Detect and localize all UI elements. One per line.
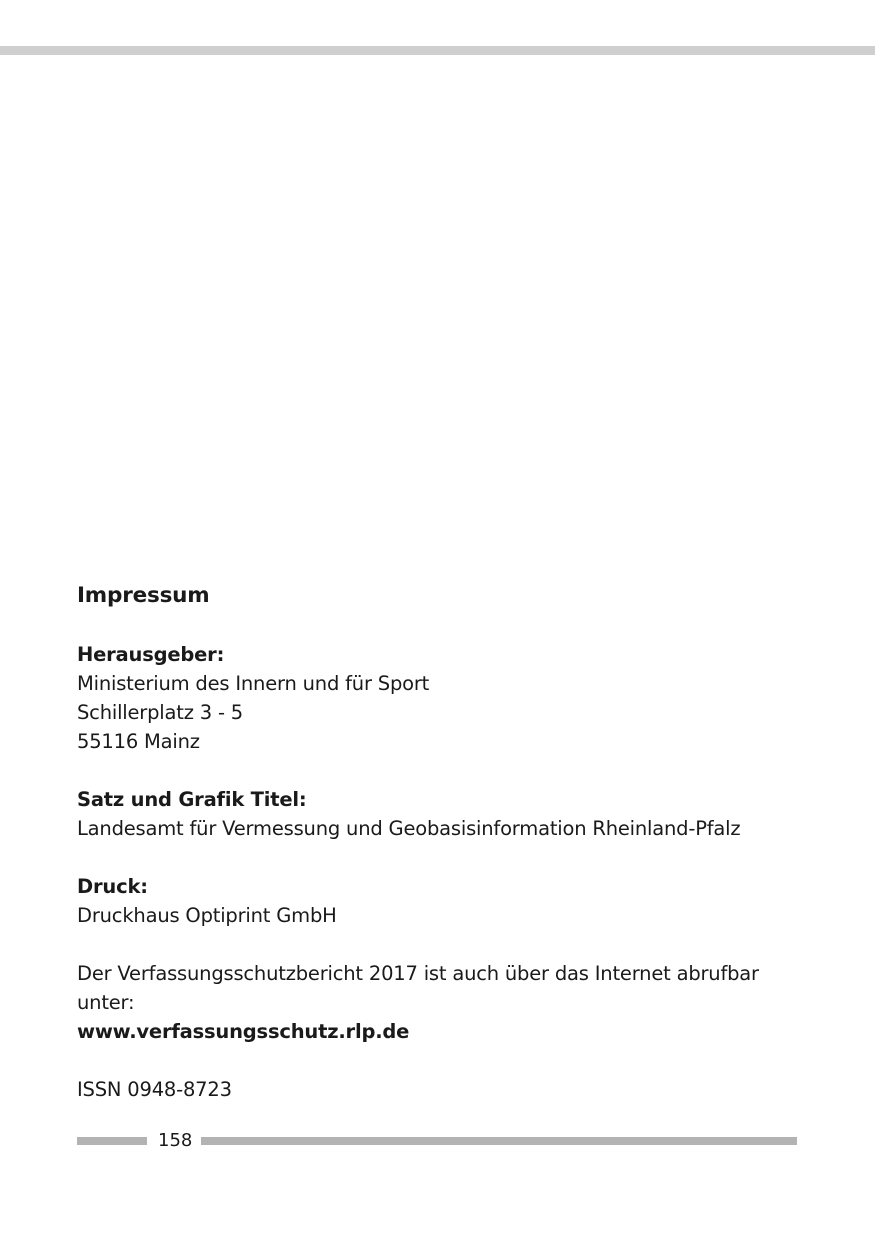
footer-bar-left <box>77 1137 147 1145</box>
top-divider <box>0 46 875 55</box>
impressum-title: Impressum <box>77 583 210 608</box>
page-footer <box>77 1128 797 1154</box>
footer-bar-right <box>201 1137 797 1145</box>
publisher-line: Ministerium des Innern und für Sport <box>77 672 430 695</box>
print-section <box>77 872 777 930</box>
design-line: Landesamt für Vermessung und Geobasisinformation Rheinland-Pfalz <box>77 817 741 840</box>
issn-section <box>77 1075 777 1104</box>
page-number: 158 <box>158 1130 193 1151</box>
publisher-line: 55116 Mainz <box>77 730 200 753</box>
issn-text: ISSN 0948-8723 <box>77 1078 232 1101</box>
print-label: Druck: <box>77 875 148 898</box>
print-line: Druckhaus Optiprint GmbH <box>77 904 337 927</box>
impressum-block <box>77 581 777 1133</box>
publisher-label: Herausgeber: <box>77 643 225 666</box>
design-section <box>77 785 777 843</box>
website-link[interactable]: www.verfassungsschutz.rlp.de <box>77 1020 410 1043</box>
publisher-section <box>77 640 777 756</box>
online-line: unter: <box>77 991 135 1014</box>
publisher-line: Schillerplatz 3 - 5 <box>77 701 243 724</box>
online-section <box>77 959 777 1046</box>
design-label: Satz und Grafik Titel: <box>77 788 307 811</box>
online-line: Der Verfassungsschutzbericht 2017 ist auch über das Internet abrufbar <box>77 962 759 985</box>
